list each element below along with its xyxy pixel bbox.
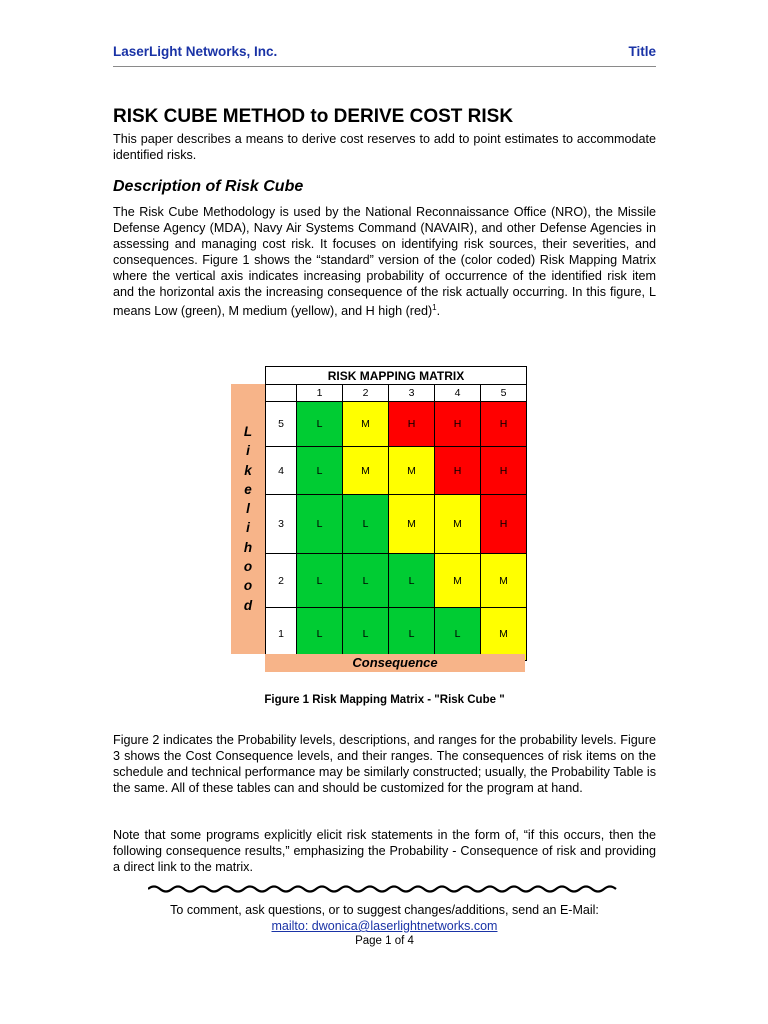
matrix-column-header: 5 <box>481 385 527 402</box>
description-paragraph <box>113 204 656 319</box>
matrix-cell: H <box>435 447 481 495</box>
matrix-cell: L <box>343 495 389 554</box>
matrix-cell: L <box>297 608 343 661</box>
likelihood-letter: k <box>244 462 252 478</box>
likelihood-letter: l <box>246 501 250 517</box>
matrix-row <box>266 402 527 447</box>
matrix-cell: M <box>481 608 527 661</box>
matrix-column-header: 3 <box>389 385 435 402</box>
matrix-row-header: 2 <box>266 554 297 608</box>
section-heading: Description of Risk Cube <box>113 178 304 195</box>
matrix-cell: M <box>435 554 481 608</box>
matrix-cell: L <box>389 554 435 608</box>
matrix-column-header: 4 <box>435 385 481 402</box>
matrix-cell: H <box>389 402 435 447</box>
description-end: . <box>436 304 441 319</box>
page-number: Page 1 of 4 <box>355 935 414 947</box>
matrix-cell: L <box>389 608 435 661</box>
footer-comment: To comment, ask questions, or to suggest changes/additions, send an E-Mail: <box>170 903 599 917</box>
matrix-cell: M <box>343 447 389 495</box>
matrix-row-header: 4 <box>266 447 297 495</box>
matrix-row-header: 1 <box>266 608 297 661</box>
description-text: The Risk Cube Methodology is used by the National Reconnaissance Office (NRO), the Missile Defense Agency (MDA), Navy Air Systems Command (NAVAIR), and other Defense Agencies in assessing and managing cost risk. It focuses on identifying risk sources, their severities, and consequences. Figure 1 shows the “standard” version of the (color coded) Risk Mapping Matrix where the vertical axis indicates increasing probability of occurrence of the identified risk item and the horizontal axis the increasing consequence of the risk actually occurring. In this figure, L means Low (green), M medium (yellow), and H high (red) <box>113 205 656 319</box>
matrix-cell: L <box>343 554 389 608</box>
matrix-row <box>266 495 527 554</box>
matrix-row <box>266 554 527 608</box>
matrix-cell: H <box>481 402 527 447</box>
matrix-row-header: 3 <box>266 495 297 554</box>
footer-mail <box>113 919 656 933</box>
matrix-cell: H <box>481 495 527 554</box>
intro-paragraph: This paper describes a means to derive cost reserves to add to point estimates to accommodate identified risks. <box>113 132 656 162</box>
page-header <box>113 44 656 67</box>
matrix-column-header: 1 <box>297 385 343 402</box>
figure-caption: Figure 1 Risk Mapping Matrix - "Risk Cube " <box>264 694 505 706</box>
header-title: Title <box>628 44 656 59</box>
matrix-cell: M <box>435 495 481 554</box>
likelihood-letter: L <box>243 424 253 439</box>
company-name: LaserLight Networks, Inc. <box>113 44 278 59</box>
decorative-divider <box>148 884 618 894</box>
matrix-cell: L <box>343 608 389 661</box>
likelihood-letter: o <box>243 578 253 594</box>
matrix-title: RISK MAPPING MATRIX <box>266 367 527 385</box>
likelihood-letter: d <box>243 597 253 613</box>
footnote-marker[interactable]: 1 <box>432 303 437 312</box>
matrix-cell: M <box>481 554 527 608</box>
matrix-cell: H <box>481 447 527 495</box>
consequence-axis-label: Consequence <box>265 654 525 672</box>
matrix-column-header: 2 <box>343 385 389 402</box>
matrix-row <box>266 608 527 661</box>
matrix-cell: M <box>389 495 435 554</box>
matrix-cell: L <box>435 608 481 661</box>
matrix-cell: M <box>389 447 435 495</box>
document-title: RISK CUBE METHOD to DERIVE COST RISK <box>113 106 514 127</box>
likelihood-letter: o <box>243 559 253 575</box>
matrix-cell: H <box>435 402 481 447</box>
matrix-cell: L <box>297 495 343 554</box>
matrix-cell: L <box>297 447 343 495</box>
matrix-row-header: 5 <box>266 402 297 447</box>
probability-paragraph: Figure 2 indicates the Probability levels, descriptions, and ranges for the probability levels. Figure 3 shows the Cost Consequence levels, and their ranges. The consequences of risk items on the schedule and technical performance may be similarly constructed; usually, the Probability Table is the same. All of these tables can and should be customized for the program at hand. <box>113 733 656 795</box>
matrix-row <box>266 447 527 495</box>
matrix-corner-cell <box>266 385 297 402</box>
likelihood-axis-label <box>231 422 265 615</box>
mailto-link[interactable]: mailto: dwonica@laserlightnetworks.com <box>271 919 498 933</box>
note-paragraph: Note that some programs explicitly elicit risk statements in the form of, “if this occurs, then the following consequence results,” emphasizing the Probability - Consequence of risk and providing a direct link to the matrix. <box>113 828 656 874</box>
likelihood-letter: i <box>246 443 250 459</box>
likelihood-letter: h <box>243 539 253 555</box>
likelihood-letter: i <box>246 520 250 536</box>
matrix-cell: L <box>297 402 343 447</box>
risk-mapping-matrix <box>265 366 527 661</box>
matrix-cell: M <box>343 402 389 447</box>
likelihood-letter: e <box>244 481 252 497</box>
matrix-cell: L <box>297 554 343 608</box>
